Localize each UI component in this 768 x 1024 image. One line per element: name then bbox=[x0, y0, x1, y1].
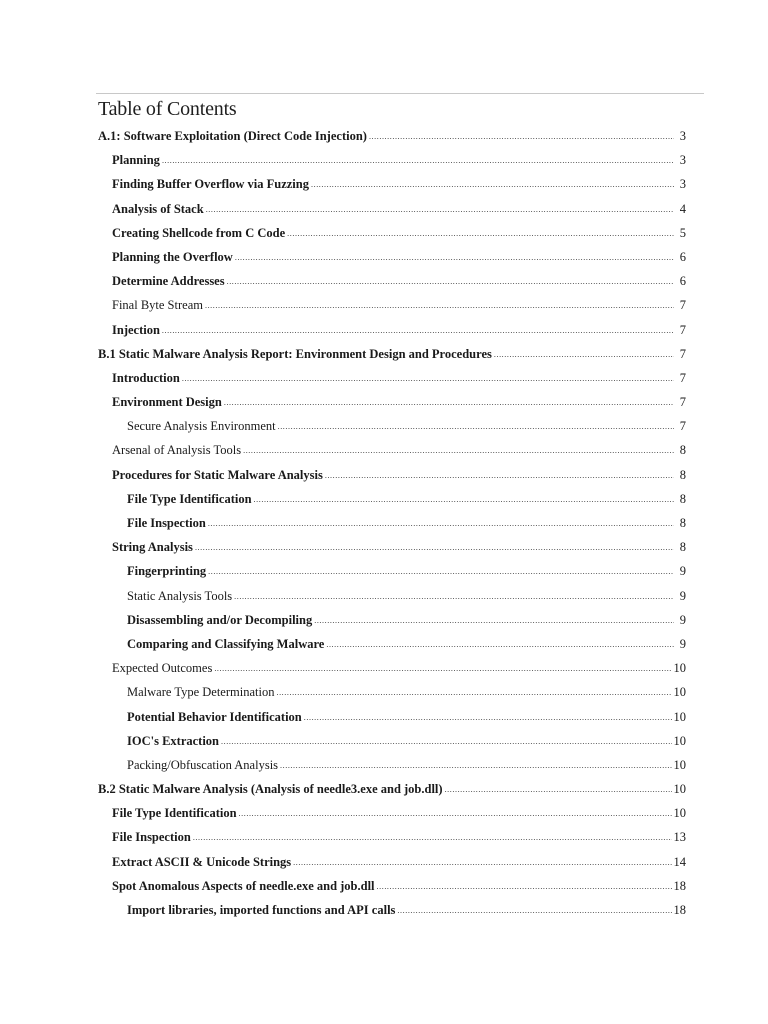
toc-entry[interactable] bbox=[98, 632, 686, 656]
dot-leader bbox=[377, 875, 672, 899]
toc-entry-label[interactable]: File Type Identification bbox=[112, 806, 237, 821]
toc-entry-label[interactable]: Environment Design bbox=[112, 395, 222, 410]
dot-leader bbox=[325, 464, 674, 488]
toc-entry-page-number[interactable]: 18 bbox=[673, 878, 686, 893]
toc-entry[interactable] bbox=[98, 777, 686, 801]
toc-entry-page-number[interactable]: 14 bbox=[673, 854, 686, 869]
toc-entry-page-number[interactable]: 6 bbox=[679, 274, 686, 289]
toc-entry-label[interactable]: Determine Addresses bbox=[112, 274, 225, 289]
toc-entry[interactable] bbox=[98, 656, 686, 680]
dot-leader bbox=[494, 343, 674, 367]
toc-entry-label[interactable]: Malware Type Determination bbox=[127, 685, 275, 700]
toc-entry[interactable] bbox=[98, 269, 686, 293]
toc-entry-page-number[interactable]: 10 bbox=[673, 685, 686, 700]
toc-entry[interactable] bbox=[98, 874, 686, 898]
toc-entry-page-number[interactable]: 10 bbox=[673, 782, 686, 797]
toc-entry[interactable] bbox=[98, 680, 686, 704]
toc-entry-page-number[interactable]: 9 bbox=[679, 612, 686, 627]
toc-entry-page-number[interactable]: 10 bbox=[673, 757, 686, 772]
toc-entry-page-number[interactable]: 9 bbox=[679, 636, 686, 651]
toc-entry-page-number[interactable]: 10 bbox=[673, 709, 686, 724]
toc-entry-page-number[interactable]: 3 bbox=[679, 129, 686, 143]
toc-entry[interactable] bbox=[98, 511, 686, 535]
toc-entry-page-number[interactable]: 9 bbox=[679, 588, 686, 603]
dot-leader bbox=[314, 609, 674, 633]
toc-entry[interactable] bbox=[98, 898, 686, 922]
dot-leader bbox=[239, 802, 672, 826]
toc-entry-page-number[interactable]: 7 bbox=[679, 298, 686, 313]
toc-entry-label[interactable]: String Analysis bbox=[112, 540, 193, 555]
toc-entry[interactable] bbox=[98, 559, 686, 583]
toc-entry-label[interactable]: A.1: Software Exploitation (Direct Code Injection) bbox=[98, 129, 367, 143]
dot-leader bbox=[205, 294, 674, 318]
toc-entry[interactable] bbox=[98, 801, 686, 825]
dot-leader bbox=[214, 657, 671, 681]
toc-entry[interactable] bbox=[98, 124, 686, 148]
toc-entry[interactable] bbox=[98, 414, 686, 438]
toc-entry-page-number[interactable]: 9 bbox=[679, 564, 686, 579]
toc-entry[interactable] bbox=[98, 729, 686, 753]
toc-entry-label[interactable]: Comparing and Classifying Malware bbox=[127, 636, 325, 651]
toc-entry[interactable] bbox=[98, 342, 686, 366]
toc-entry-page-number[interactable]: 10 bbox=[673, 806, 686, 821]
dot-leader bbox=[243, 439, 674, 463]
toc-entry[interactable] bbox=[98, 438, 686, 462]
toc-entry-label[interactable]: Analysis of Stack bbox=[112, 201, 204, 216]
toc-entry-label[interactable]: Arsenal of Analysis Tools bbox=[112, 443, 242, 458]
toc-entry-page-number[interactable]: 5 bbox=[679, 225, 686, 240]
toc-entry-label[interactable]: B.1 Static Malware Analysis Report: Environment Design and Procedures bbox=[98, 346, 492, 361]
toc-entry[interactable] bbox=[98, 148, 686, 172]
toc-entry-page-number[interactable]: 3 bbox=[679, 153, 686, 168]
toc-entry[interactable] bbox=[98, 318, 686, 342]
toc-entry-page-number[interactable]: 18 bbox=[673, 903, 686, 917]
toc-entry[interactable] bbox=[98, 753, 686, 777]
toc-entry[interactable] bbox=[98, 535, 686, 559]
toc-entry-label[interactable]: Introduction bbox=[112, 370, 180, 385]
toc-entry-page-number[interactable]: 8 bbox=[679, 491, 686, 506]
toc-entry[interactable] bbox=[98, 584, 686, 608]
toc-entry[interactable] bbox=[98, 172, 686, 196]
toc-entry-label[interactable]: IOC's Extraction bbox=[127, 733, 220, 748]
toc-entry-label[interactable]: Disassembling and/or Decompiling bbox=[127, 612, 313, 627]
toc-entry-label[interactable]: Static Analysis Tools bbox=[127, 588, 233, 603]
toc-entry[interactable] bbox=[98, 390, 686, 414]
dot-leader bbox=[235, 246, 674, 270]
toc-entry-page-number[interactable]: 8 bbox=[679, 516, 686, 530]
toc-entry-page-number[interactable]: 7 bbox=[679, 346, 686, 361]
dot-leader bbox=[195, 536, 674, 560]
toc-entry-label[interactable]: Secure Analysis Environment bbox=[127, 419, 276, 434]
dot-leader bbox=[193, 826, 672, 850]
toc-entry-label[interactable]: Planning the Overflow bbox=[112, 249, 233, 264]
toc-entry-page-number[interactable]: 10 bbox=[673, 733, 686, 748]
toc-entry-page-number[interactable]: 8 bbox=[679, 443, 686, 458]
toc-entry-label[interactable]: Extract ASCII & Unicode Strings bbox=[112, 854, 292, 869]
toc-entry-page-number[interactable]: 7 bbox=[679, 419, 686, 434]
toc-entry-page-number[interactable]: 7 bbox=[679, 322, 686, 337]
page-top-rule bbox=[96, 93, 704, 94]
dot-leader bbox=[227, 270, 674, 294]
dot-leader bbox=[182, 367, 674, 391]
dot-leader bbox=[208, 560, 674, 584]
toc-entry-page-number[interactable]: 7 bbox=[679, 370, 686, 385]
toc-entry-label[interactable]: Finding Buffer Overflow via Fuzzing bbox=[112, 177, 309, 192]
toc-entry-page-number[interactable]: 8 bbox=[679, 540, 686, 555]
toc-list bbox=[98, 124, 686, 922]
dot-leader bbox=[304, 706, 672, 730]
dot-leader bbox=[397, 899, 671, 923]
dot-leader bbox=[208, 512, 674, 536]
toc-entry[interactable] bbox=[98, 293, 686, 317]
dot-leader bbox=[287, 222, 674, 246]
dot-leader bbox=[254, 488, 674, 512]
toc-entry-label[interactable]: Spot Anomalous Aspects of needle.exe and job.dll bbox=[112, 878, 375, 893]
toc-entry[interactable] bbox=[98, 705, 686, 729]
toc-entry-label[interactable]: B.2 Static Malware Analysis (Analysis of needle3.exe and job.dll) bbox=[98, 782, 443, 797]
toc-entry-page-number[interactable]: 7 bbox=[679, 395, 686, 410]
toc-entry-label[interactable]: Procedures for Static Malware Analysis bbox=[112, 467, 323, 482]
dot-leader bbox=[280, 754, 671, 778]
dot-leader bbox=[278, 415, 674, 439]
toc-entry-page-number[interactable]: 8 bbox=[679, 467, 686, 482]
toc-entry-label[interactable]: File Inspection bbox=[112, 830, 191, 845]
toc-entry-page-number[interactable]: 6 bbox=[679, 249, 686, 264]
toc-entry-label[interactable]: Import libraries, imported functions and API calls bbox=[127, 903, 396, 917]
toc-entry-label[interactable]: Fingerprinting bbox=[127, 564, 207, 579]
table-of-contents bbox=[98, 97, 686, 922]
toc-entry-label[interactable]: File Type Identification bbox=[127, 491, 252, 506]
toc-entry-label[interactable]: Planning bbox=[112, 153, 160, 168]
toc-entry[interactable] bbox=[98, 825, 686, 849]
toc-entry[interactable] bbox=[98, 487, 686, 511]
dot-leader bbox=[276, 681, 671, 705]
dot-leader bbox=[234, 585, 674, 609]
toc-entry-label[interactable]: Expected Outcomes bbox=[112, 661, 213, 676]
dot-leader bbox=[293, 851, 671, 875]
toc-title: Table of Contents bbox=[98, 98, 237, 120]
toc-entry[interactable] bbox=[98, 245, 686, 269]
toc-entry-label[interactable]: File Inspection bbox=[127, 516, 206, 530]
toc-entry[interactable] bbox=[98, 463, 686, 487]
toc-entry-page-number[interactable]: 4 bbox=[679, 201, 686, 216]
toc-entry-label[interactable]: Packing/Obfuscation Analysis bbox=[127, 757, 279, 772]
dot-leader bbox=[221, 730, 671, 754]
toc-entry[interactable] bbox=[98, 366, 686, 390]
toc-entry[interactable] bbox=[98, 850, 686, 874]
dot-leader bbox=[162, 319, 674, 343]
toc-entry-label[interactable]: Potential Behavior Identification bbox=[127, 709, 302, 724]
toc-entry[interactable] bbox=[98, 221, 686, 245]
dot-leader bbox=[445, 778, 672, 802]
toc-entry-label[interactable]: Injection bbox=[112, 322, 160, 337]
toc-entry[interactable] bbox=[98, 608, 686, 632]
toc-entry-page-number[interactable]: 3 bbox=[679, 177, 686, 192]
dot-leader bbox=[369, 125, 674, 149]
dot-leader bbox=[326, 633, 674, 657]
dot-leader bbox=[224, 391, 674, 415]
toc-entry-label[interactable]: Final Byte Stream bbox=[112, 298, 203, 313]
toc-entry-page-number[interactable]: 10 bbox=[673, 661, 686, 676]
dot-leader bbox=[311, 173, 674, 197]
toc-entry-label[interactable]: Creating Shellcode from C Code bbox=[112, 225, 286, 240]
toc-entry[interactable] bbox=[98, 197, 686, 221]
toc-entry-page-number[interactable]: 13 bbox=[673, 830, 686, 845]
dot-leader bbox=[162, 149, 674, 173]
dot-leader bbox=[206, 198, 674, 222]
